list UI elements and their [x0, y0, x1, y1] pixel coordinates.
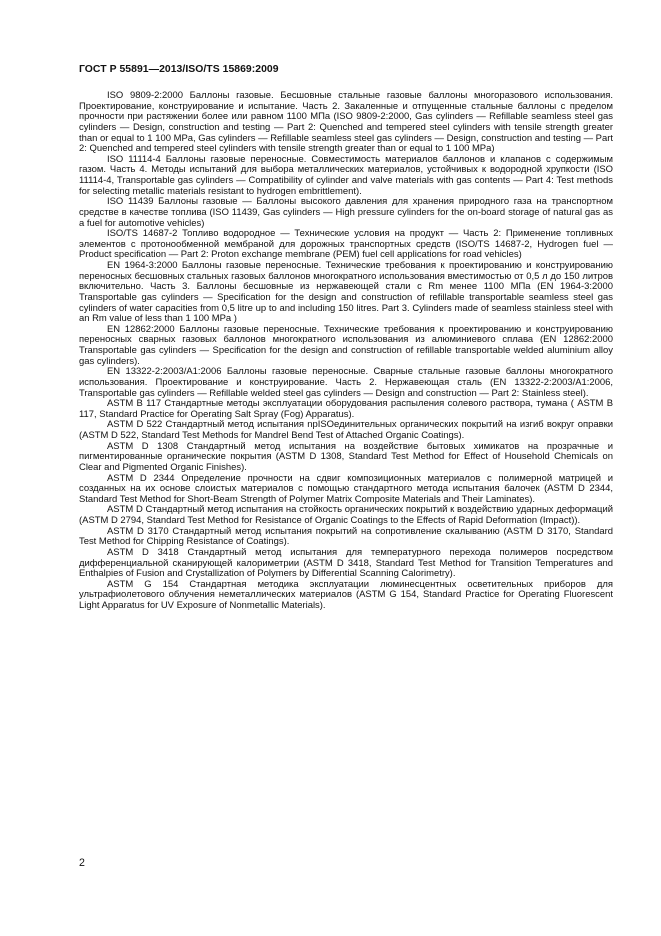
reference-paragraph: ISO 9809-2:2000 Баллоны газовые. Бесшовные стальные газовые баллоны многоразового использования. Проектирование, конструирование и испытание. Часть 2. Закаленные и отпущенные стальные баллоны с пределом прочности при растяжении более или равном 1100 МПа (ISO 9809-2:2000, Gas cylinders — Refillable seamless steel gas cylinders — Design, construction and testing — Part 2: Quenched and tempered steel cylinders with tensile strength greater than or equal to 1 100 MPa, Gas cylinders — Refillable seamless steel gas cylinders — Design, construction and testing — Part 2: Quenched and tempered steel cylinders with tensile strength greater than or equal to 1 100 MPa): [79, 90, 613, 155]
document-header: ГОСТ Р 55891—2013/ISO/TS 15869:2009: [79, 64, 279, 75]
reference-paragraph: EN 13322-2:2003/A1:2006 Баллоны газовые переносные. Сварные стальные газовые баллоны многократного использования. Проектирование и конструирование. Часть 2. Нержавеющая сталь (EN 13322-2:2003/A1:2006, Transportable gas cylinders — Refillable welded steel gas cylinders — Design and construction — Part 2: Stainless steel).: [79, 366, 613, 399]
reference-paragraph: EN 1964-3:2000 Баллоны газовые переносные. Технические требования к проектированию и конструированию переносных бесшовных стальных газовых баллонов многократного использования вместимостью от 0,5 л до 150 литров включительно. Часть 3. Баллоны бесшовные из нержавеющей стали с Rm менее 1100 МПа (EN 1964-3:2000 Transportable gas cylinders — Specification for the design and construction of refillable transportable seamless steel gas cylinders of water capacities from 0,5 litre up to and including 150 litres. Part 3. Cylinders made of seamless stainless steel with an Rm value of less than 1 100 MPa ): [79, 260, 613, 325]
page-number: 2: [79, 857, 85, 869]
reference-paragraph: EN 12862:2000 Баллоны газовые переносные. Технические требования к проектированию и конструированию переносных сварных газовых баллонов многократного использования из алюминиевого сплава (EN 12862:2000 Transportable gas cylinders — Specification for the design and construction of refillable transportable welded aluminium alloy gas cylinders).: [79, 323, 613, 367]
references-list: [79, 91, 613, 612]
reference-paragraph: ISO 11114-4 Баллоны газовые переносные. Совместимость материалов баллонов и клапанов с содержимым газом. Часть 4. Методы испытаний для выбора металлических материалов, устойчивых к водородной хрупкости (ISO 11114-4, Transportable gas cylinders — Compatibility of cylinder and valve materials with gas contents — Part 4: Test methods for selecting metallic materials resistant to hydrogen embrittlement).: [79, 153, 613, 197]
reference-paragraph: ASTM B 117 Стандартные методы эксплуатации оборудования распыления солевого раствора, тумана ( ASTM B 117, Standard Practice for Operating Salt Spray (Fog) Apparatus).: [79, 398, 613, 420]
reference-paragraph: ISO 11439 Баллоны газовые — Баллоны высокого давления для хранения природного газа на транспортном средстве в качестве топлива (ISO 11439, Gas cylinders — High pressure cylinders for the on-board storage of natural gas as a fuel for automotive vehicles): [79, 196, 613, 229]
reference-paragraph: ASTM D 3170 Стандартный метод испытания покрытий на сопротивление скалыванию (ASTM D 3170, Standard Test Method for Chipping Resistance of Coatings).: [79, 525, 613, 548]
reference-paragraph: ASTM D Стандартный метод испытания на стойкость органических покрытий к воздействию ударных деформаций (ASTM D 2794, Standard Test Method for Resistance of Organic Coatings to the Effects of Rapid Deformation (Impact)).: [79, 504, 613, 526]
reference-paragraph: ASTM G 154 Стандартная методика эксплуатации люминесцентных осветительных приборов для ультрафиолетового облучения неметаллических материалов (ASTM G 154, Standard Practice for Operating Fluorescent Light Apparatus for UV Exposure of Nonmetallic Materials).: [79, 578, 613, 611]
reference-paragraph: ASTM D 1308 Стандартный метод испытания на воздействие бытовых химикатов на прозрачные и пигментированные органические покрытия (ASTM D 1308, Standard Test Method for Effect of Household Chemicals on Clear and Pigmented Organic Finishes).: [79, 440, 613, 473]
reference-paragraph: ASTM D 2344 Определение прочности на сдвиг композиционных материалов с полимерной матрицей и созданных на их основе слоистых материалов с помощью стандартного метода испытания балочек (ASTM D 2344, Standard Test Method for Short-Beam Strength of Polymer Matrix Composite Materials and Their Laminates).: [79, 472, 613, 505]
reference-paragraph: ISO/TS 14687-2 Топливо водородное — Технические условия на продукт — Часть 2: Применение топливных элементов с протонообменной мембраной для дорожных транспортных средств (ISO/TS 14687-2, Hydrogen fuel — Product specification — Part 2: Proton exchange membrane (PEM) fuel cell applications for road vehicles): [79, 228, 613, 261]
reference-paragraph: ASTM D 3418 Стандартный метод испытания для температурного перехода полимеров посредством дифференциальной сканирующей калориметрии (ASTM D 3418, Standard Test Method for Transition Temperatures and Enthalpies of Fusion and Crystallization of Polymers by Differential Scanning Calorimetry).: [79, 546, 613, 580]
reference-paragraph: ASTM D 522 Стандартный метод испытания npISOединительных органических покрытий на изгиб вокруг оправки (ASTM D 522, Standard Test Methods for Mandrel Bend Test of Attached Organic Coatings).: [79, 419, 613, 441]
